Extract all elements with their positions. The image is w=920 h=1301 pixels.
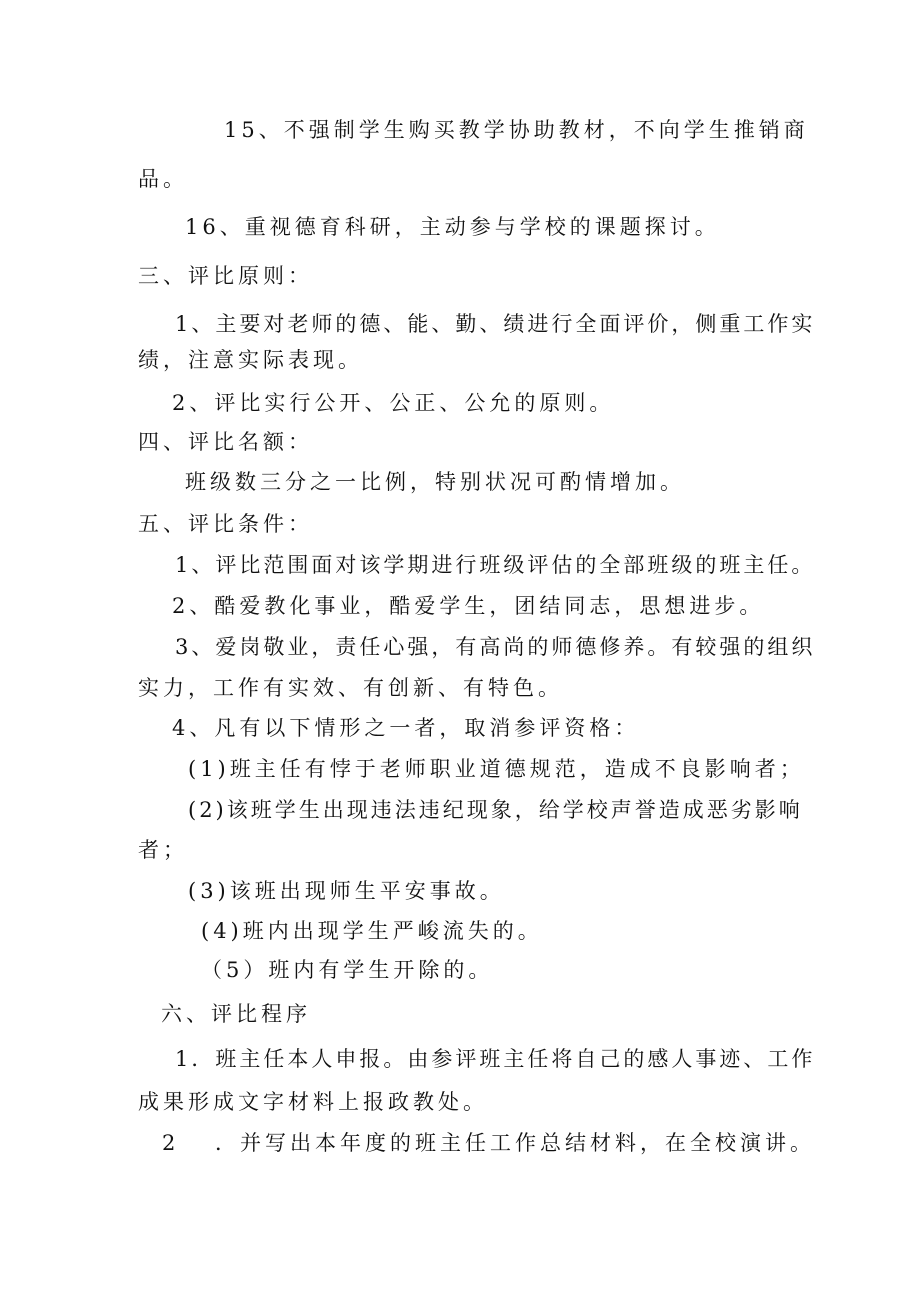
list-item: (4)班内出现学生严峻流失的。	[201, 919, 543, 943]
paragraph-line: 1、评比范围面对该学期进行班级评估的全部班级的班主任。	[175, 553, 816, 577]
paragraph-line: 3、爱岗敬业，责任心强，有高尚的师德修养。有较强的组织	[175, 635, 816, 659]
section-heading: 五、评比条件：	[138, 512, 313, 536]
paragraph-line: 16、重视德育科研，主动参与学校的课题探讨。	[185, 215, 720, 239]
paragraph-line: 1．班主任本人申报。由参评班主任将自己的感人事迹、工作	[175, 1047, 816, 1071]
section-heading: 三、评比原则：	[138, 264, 313, 288]
list-item: (3)该班出现师生平安事故。	[188, 879, 505, 903]
list-item: (1)班主任有悖于老师职业道德规范，造成不良影响者；	[188, 757, 805, 781]
paragraph-line: 2 ．并写出本年度的班主任工作总结材料，在全校演讲。	[162, 1131, 816, 1155]
paragraph-line: 2、酷爱教化事业，酷爱学生，团结同志，思想进步。	[172, 594, 765, 618]
paragraph-line: 1、主要对老师的德、能、勤、绩进行全面评价，侧重工作实	[175, 312, 816, 336]
list-item: (2)该班学生出现违法违纪现象，给学校声誉造成恶劣影响	[188, 798, 803, 822]
paragraph-line: 者；	[138, 838, 188, 862]
list-item: （5）班内有学生开除的。	[201, 958, 494, 982]
paragraph-line: 15、不强制学生购买教学协助教材，不向学生推销商	[224, 118, 809, 142]
paragraph-line: 品。	[138, 167, 188, 191]
section-heading: 六、评比程序	[161, 1002, 311, 1026]
paragraph-line: 成果形成文字材料上报政教处。	[138, 1090, 488, 1114]
paragraph-line: 2、评比实行公开、公正、公允的原则。	[172, 391, 615, 415]
paragraph-line: 4、凡有以下情形之一者，取消参评资格：	[172, 716, 640, 740]
paragraph-line: 班级数三分之一比例，特别状况可酌情增加。	[185, 470, 685, 494]
section-heading: 四、评比名额：	[138, 430, 313, 454]
paragraph-line: 实力，工作有实效、有创新、有特色。	[138, 676, 563, 700]
paragraph-line: 绩，注意实际表现。	[138, 348, 363, 372]
